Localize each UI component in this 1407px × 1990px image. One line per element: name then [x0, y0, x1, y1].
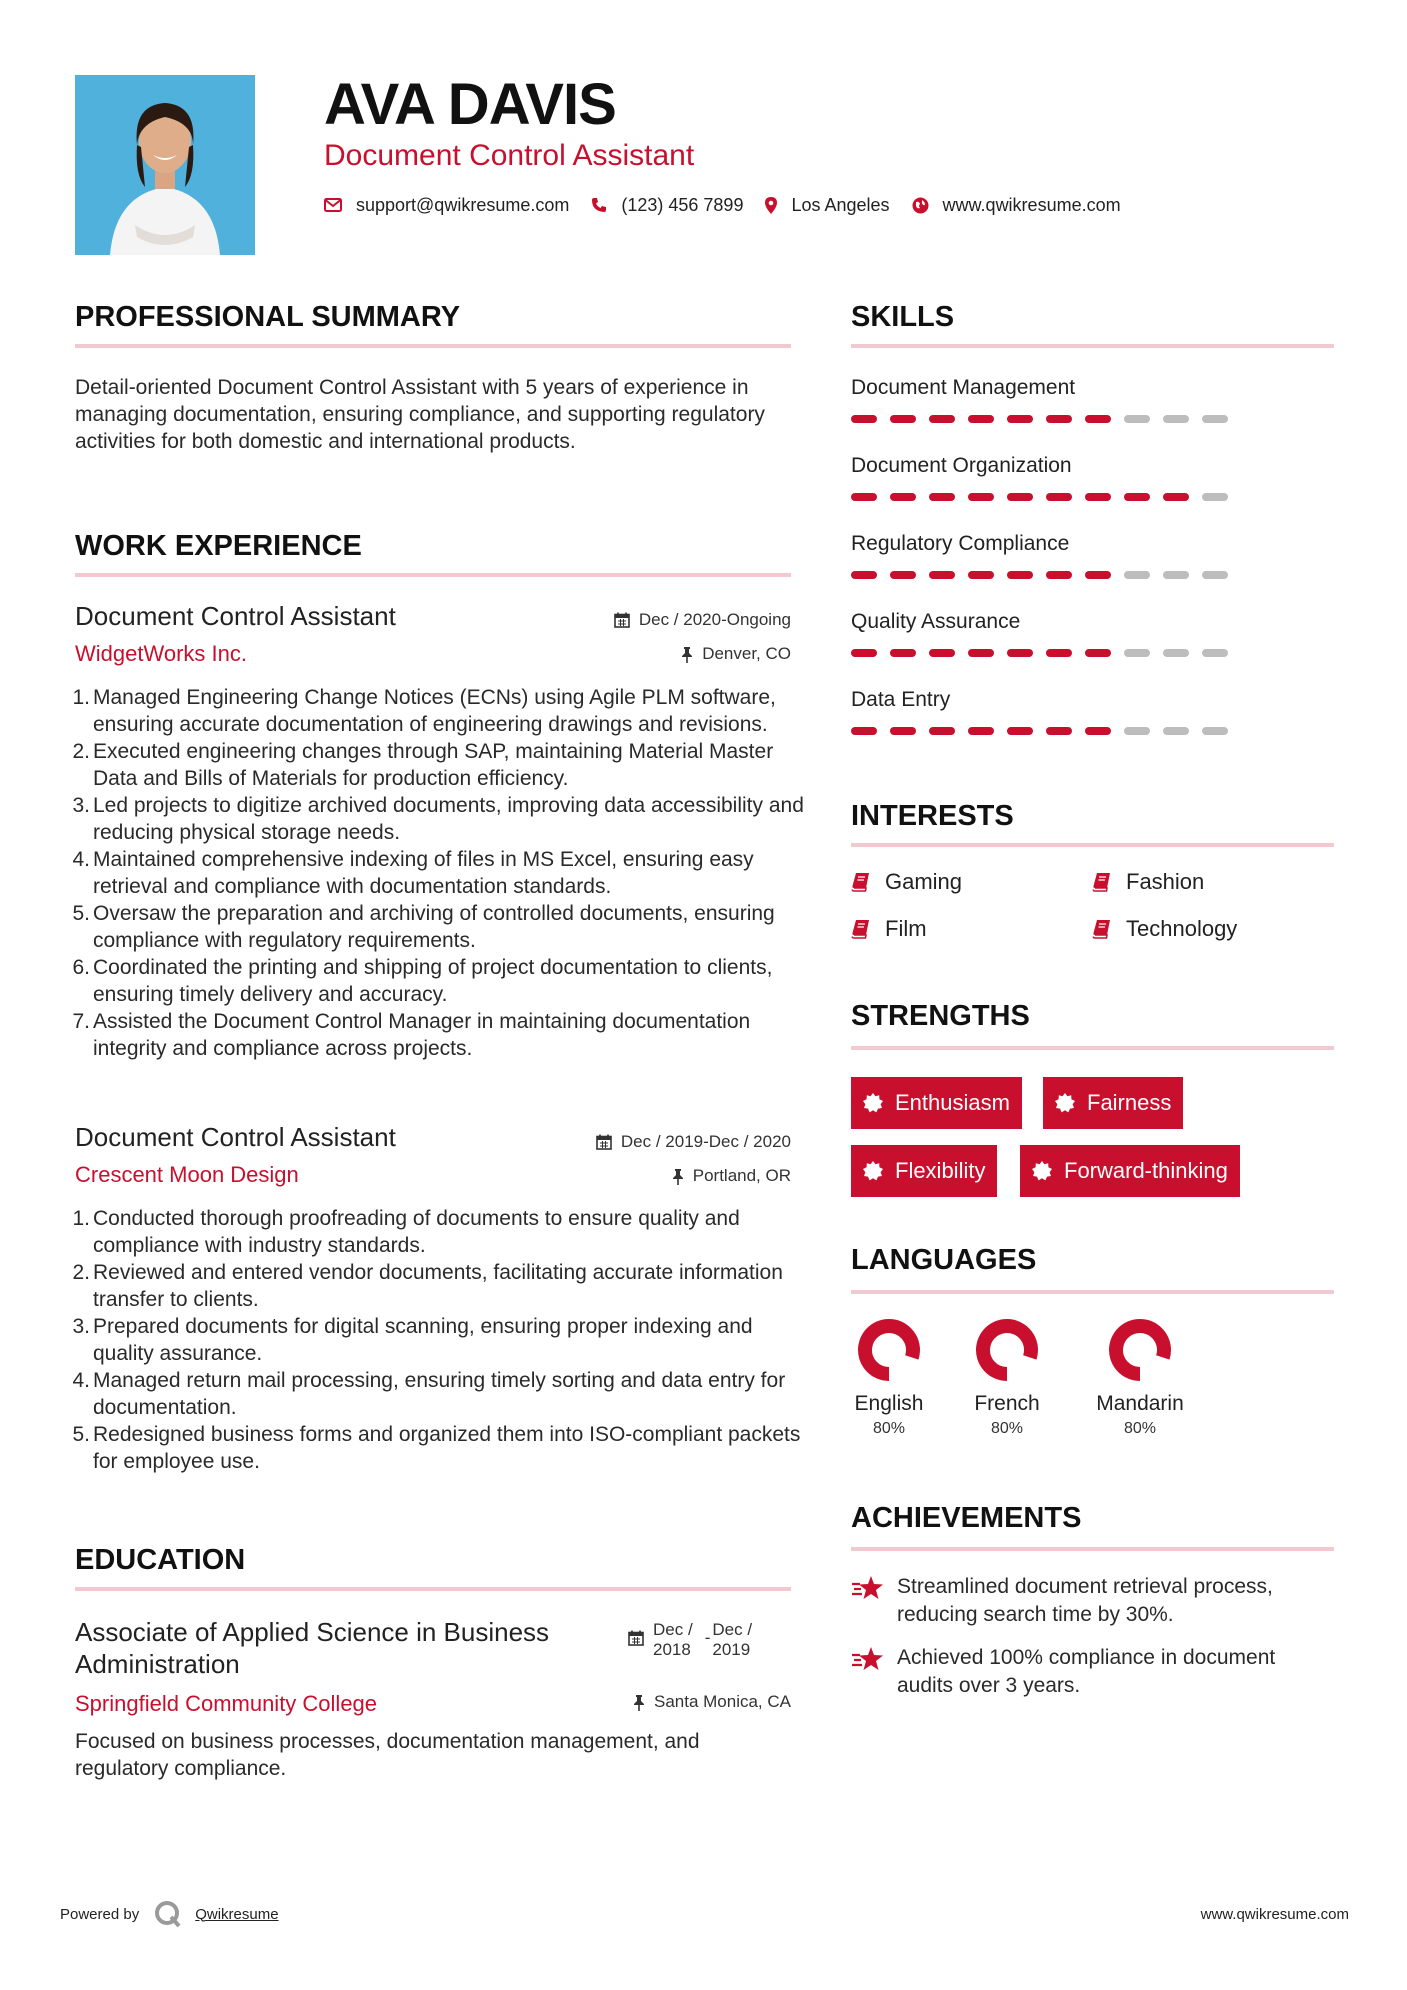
- calendar-icon: [614, 612, 630, 628]
- skill-dash-filled: [968, 415, 994, 423]
- skill-dash-filled: [1085, 649, 1111, 657]
- list-item: 1. Managed Engineering Change Notices (ECNs) using Agile PLM software, ensuring accurate documentation of engineering drawings and revisions.: [72, 686, 776, 736]
- company-name: Crescent Moon Design: [75, 1162, 299, 1187]
- star-icon: [851, 1646, 885, 1672]
- skill-level: [851, 571, 1334, 579]
- start-month: Dec /: [653, 1620, 693, 1639]
- language-item: [849, 1318, 929, 1440]
- skill-level: [851, 727, 1334, 735]
- badge-icon: [863, 1093, 883, 1113]
- skill-dash-empty: [1163, 415, 1189, 423]
- skill-dash-filled: [1046, 415, 1072, 423]
- strength-tag: [851, 1145, 997, 1197]
- interest-label: Fashion: [1126, 869, 1205, 894]
- calendar-icon: [596, 1134, 612, 1150]
- strength-tag: [1043, 1077, 1183, 1129]
- skill-dash-filled: [1163, 493, 1189, 501]
- badge-icon: [863, 1161, 883, 1181]
- skill-dash-empty: [1202, 571, 1228, 579]
- book-icon: [1092, 872, 1112, 892]
- phone-text: (123) 456 7899: [621, 194, 744, 215]
- skill-dash-empty: [1163, 727, 1189, 735]
- candidate-title: Document Control Assistant: [324, 139, 695, 172]
- education-location: [633, 1692, 791, 1712]
- list-item: 2. Reviewed and entered vendor documents, facilitating accurate information transfer to clients.: [72, 1261, 783, 1311]
- list-item: 5. Redesigned business forms and organized them into ISO-compliant packets for employee use.: [72, 1423, 801, 1473]
- skill-dash-filled: [1085, 493, 1111, 501]
- school-name: Springfield Community College: [75, 1691, 378, 1716]
- interests-heading: INTERESTS: [851, 800, 1014, 832]
- skill-dash-filled: [1085, 727, 1111, 735]
- strength-label: Fairness: [1087, 1090, 1172, 1115]
- contact-phone[interactable]: [591, 195, 743, 216]
- strengths-heading: STRENGTHS: [851, 1000, 1030, 1032]
- strength-tag: [1020, 1145, 1240, 1197]
- language-ring: [975, 1318, 1039, 1382]
- badge-icon: [1055, 1093, 1075, 1113]
- experience-rule: [75, 573, 791, 577]
- summary-heading: PROFESSIONAL SUMMARY: [75, 301, 461, 333]
- skill-dash-empty: [1202, 649, 1228, 657]
- job-location-text: Portland, OR: [692, 1166, 791, 1185]
- phone-icon: [591, 197, 607, 213]
- location-text: Los Angeles: [791, 194, 890, 215]
- achievements-rule: [851, 1547, 1334, 1551]
- skill-dash-filled: [1046, 649, 1072, 657]
- skill-dash-filled: [968, 571, 994, 579]
- star-icon: [851, 1575, 885, 1601]
- skill-level: [851, 649, 1334, 657]
- skill-dash-empty: [1163, 571, 1189, 579]
- skill-dash-filled: [929, 649, 955, 657]
- email-text: support@qwikresume.com: [356, 194, 570, 215]
- skill-dash-filled: [890, 571, 916, 579]
- date-separator: -: [704, 1628, 711, 1647]
- skill-dash-empty: [1124, 649, 1150, 657]
- globe-icon: [912, 197, 929, 214]
- skill-name: Data Entry: [851, 688, 951, 711]
- achievement-item: [851, 1573, 1334, 1629]
- strength-label: Enthusiasm: [895, 1090, 1010, 1115]
- contact-location: [765, 195, 889, 216]
- skill-dash-filled: [851, 649, 877, 657]
- skill-dash-filled: [1046, 727, 1072, 735]
- website-text: www.qwikresume.com: [942, 194, 1121, 215]
- skill-dash-empty: [1202, 493, 1228, 501]
- list-item: 2. Executed engineering changes through SAP, maintaining Material Master Data and Bills of Materials for production efficiency.: [72, 740, 774, 790]
- skill-level: [851, 493, 1334, 501]
- education-dates: [628, 1620, 752, 1660]
- achievements-heading: ACHIEVEMENTS: [851, 1502, 1082, 1534]
- education-heading: EDUCATION: [75, 1544, 246, 1576]
- skill-dash-filled: [1124, 493, 1150, 501]
- education-description: Focused on business processes, documentation management, and regulatory compliance.: [75, 1730, 700, 1780]
- degree-title: Associate of Applied Science in Business Administration: [75, 1617, 550, 1679]
- experience-heading: WORK EXPERIENCE: [75, 530, 362, 562]
- pushpin-icon: [681, 646, 693, 663]
- contact-email[interactable]: [324, 195, 569, 216]
- language-ring-arc: [1116, 1326, 1164, 1374]
- powered-by-text: Powered by: [60, 1905, 140, 1923]
- profile-photo: [75, 75, 255, 255]
- list-item: 5. Oversaw the preparation and archiving of controlled documents, ensuring compliance with regulatory requirements.: [72, 902, 775, 952]
- interests-rule: [851, 843, 1334, 847]
- education-rule: [75, 1587, 791, 1591]
- summary-text: Detail-oriented Document Control Assistant with 5 years of experience in managing documentation, ensuring compliance, and supporting regulatory activities for both domestic and international products.: [75, 376, 765, 453]
- skill-item: [851, 374, 1334, 452]
- skill-dash-filled: [851, 571, 877, 579]
- skill-dash-filled: [1007, 727, 1033, 735]
- language-name: Mandarin: [1096, 1392, 1184, 1415]
- language-item: [1085, 1318, 1195, 1440]
- skill-dash-empty: [1124, 415, 1150, 423]
- job-bullets: [72, 684, 809, 1062]
- skill-name: Quality Assurance: [851, 610, 1021, 633]
- pushpin-icon: [633, 1694, 645, 1711]
- language-name: French: [974, 1392, 1040, 1415]
- education-location-text: Santa Monica, CA: [653, 1692, 791, 1711]
- skill-dash-filled: [1046, 493, 1072, 501]
- language-item: [967, 1318, 1047, 1440]
- footer-brand: [60, 1899, 279, 1929]
- book-icon: [1092, 919, 1112, 939]
- language-percent: 80%: [990, 1420, 1024, 1437]
- language-percent: 80%: [1123, 1420, 1157, 1437]
- skill-dash-empty: [1124, 571, 1150, 579]
- skill-dash-filled: [890, 649, 916, 657]
- language-ring: [1108, 1318, 1172, 1382]
- list-item: 6. Coordinated the printing and shipping of project documentation to clients, ensuring timely delivery and accuracy.: [72, 956, 773, 1006]
- skill-name: Document Organization: [851, 454, 1072, 477]
- skill-dash-filled: [968, 727, 994, 735]
- list-item: 7. Assisted the Document Control Manager in maintaining documentation integrity and compliance across projects.: [72, 1010, 751, 1060]
- skill-item: [851, 452, 1334, 530]
- company-name: WidgetWorks Inc.: [75, 641, 247, 666]
- list-item: 3. Prepared documents for digital scanning, ensuring proper indexing and quality assurance.: [72, 1315, 753, 1365]
- job-location: [672, 1166, 791, 1186]
- strengths-rule: [851, 1046, 1334, 1050]
- job-bullets: [72, 1205, 809, 1475]
- skill-dash-empty: [1202, 727, 1228, 735]
- skill-dash-filled: [1007, 571, 1033, 579]
- skill-dash-filled: [851, 493, 877, 501]
- achievement-text: Achieved 100% compliance in document audits over 3 years.: [897, 1646, 1276, 1697]
- calendar-icon: [628, 1630, 644, 1646]
- skill-item: [851, 686, 1334, 764]
- interest-item: [1092, 916, 1237, 942]
- job-dates: [614, 610, 791, 630]
- language-ring-arc: [865, 1326, 913, 1374]
- language-name: English: [854, 1392, 924, 1415]
- strength-label: Forward-thinking: [1064, 1158, 1228, 1183]
- skill-dash-filled: [890, 493, 916, 501]
- job-dates-text: Dec / 2019-Dec / 2020: [620, 1132, 791, 1151]
- skill-dash-filled: [1007, 415, 1033, 423]
- skill-dash-filled: [851, 415, 877, 423]
- end-month: Dec /: [712, 1620, 753, 1639]
- job-dates-text: Dec / 2020-Ongoing: [638, 610, 791, 629]
- skill-dash-filled: [929, 493, 955, 501]
- contact-website[interactable]: [912, 195, 1121, 216]
- candidate-name: AVA DAVIS: [324, 72, 616, 137]
- skills-heading: SKILLS: [851, 301, 955, 333]
- envelope-icon: [324, 198, 342, 212]
- end-year: 2019: [712, 1640, 751, 1659]
- skill-dash-filled: [851, 727, 877, 735]
- achievement-text: Streamlined document retrieval process, reducing search time by 30%.: [897, 1575, 1273, 1626]
- interest-item: [851, 916, 927, 942]
- footer-url[interactable]: www.qwikresume.com: [1200, 1906, 1349, 1923]
- start-year: 2018: [653, 1640, 691, 1659]
- skill-dash-filled: [1085, 571, 1111, 579]
- skill-dash-filled: [968, 649, 994, 657]
- skill-name: Regulatory Compliance: [851, 532, 1070, 555]
- skill-dash-filled: [1085, 415, 1111, 423]
- qwikresume-logo-icon: [153, 1899, 183, 1929]
- summary-rule: [75, 344, 791, 348]
- language-ring-arc: [983, 1326, 1031, 1374]
- skills-list: [851, 374, 1334, 764]
- skill-dash-filled: [968, 493, 994, 501]
- skill-dash-filled: [929, 415, 955, 423]
- skill-dash-filled: [1046, 571, 1072, 579]
- job-location: [681, 644, 791, 664]
- list-item: 3. Led projects to digitize archived documents, improving data accessibility and reducing physical storage needs.: [72, 794, 804, 844]
- list-item: 4. Managed return mail processing, ensuring timely sorting and data entry for documentation.: [72, 1369, 786, 1419]
- skill-name: Document Management: [851, 376, 1076, 399]
- interest-item: [1092, 869, 1204, 895]
- skill-dash-filled: [1007, 493, 1033, 501]
- job-location-text: Denver, CO: [702, 644, 791, 663]
- list-item: 1. Conducted thorough proofreading of documents to ensure quality and compliance with industry standards.: [72, 1207, 740, 1257]
- book-icon: [851, 872, 871, 892]
- map-pin-icon: [765, 197, 777, 214]
- skill-item: [851, 608, 1334, 686]
- skill-dash-empty: [1163, 649, 1189, 657]
- interest-label: Film: [885, 916, 927, 941]
- job-title: Document Control Assistant: [75, 1122, 396, 1152]
- skill-dash-empty: [1202, 415, 1228, 423]
- skill-dash-filled: [929, 727, 955, 735]
- language-ring: [857, 1318, 921, 1382]
- pushpin-icon: [672, 1168, 684, 1185]
- strength-tag: [851, 1077, 1022, 1129]
- skill-dash-filled: [890, 415, 916, 423]
- strength-label: Flexibility: [895, 1158, 986, 1183]
- languages-heading: LANGUAGES: [851, 1244, 1037, 1276]
- skill-dash-filled: [890, 727, 916, 735]
- book-icon: [851, 919, 871, 939]
- achievement-item: [851, 1644, 1334, 1700]
- interest-label: Technology: [1126, 916, 1238, 941]
- badge-icon: [1032, 1161, 1052, 1181]
- skill-dash-filled: [1007, 649, 1033, 657]
- brand-link[interactable]: Qwikresume: [195, 1905, 279, 1923]
- skill-level: [851, 415, 1334, 423]
- job-dates: [596, 1132, 791, 1152]
- skills-rule: [851, 344, 1334, 348]
- languages-rule: [851, 1290, 1334, 1294]
- skill-dash-empty: [1124, 727, 1150, 735]
- interest-item: [851, 869, 962, 895]
- interest-label: Gaming: [885, 869, 963, 894]
- contact-bar: [324, 192, 1143, 218]
- list-item: 4. Maintained comprehensive indexing of files in MS Excel, ensuring easy retrieval and compliance with documentation standards.: [72, 848, 754, 898]
- job-title: Document Control Assistant: [75, 601, 396, 631]
- language-percent: 80%: [872, 1420, 906, 1437]
- skill-item: [851, 530, 1334, 608]
- skill-dash-filled: [929, 571, 955, 579]
